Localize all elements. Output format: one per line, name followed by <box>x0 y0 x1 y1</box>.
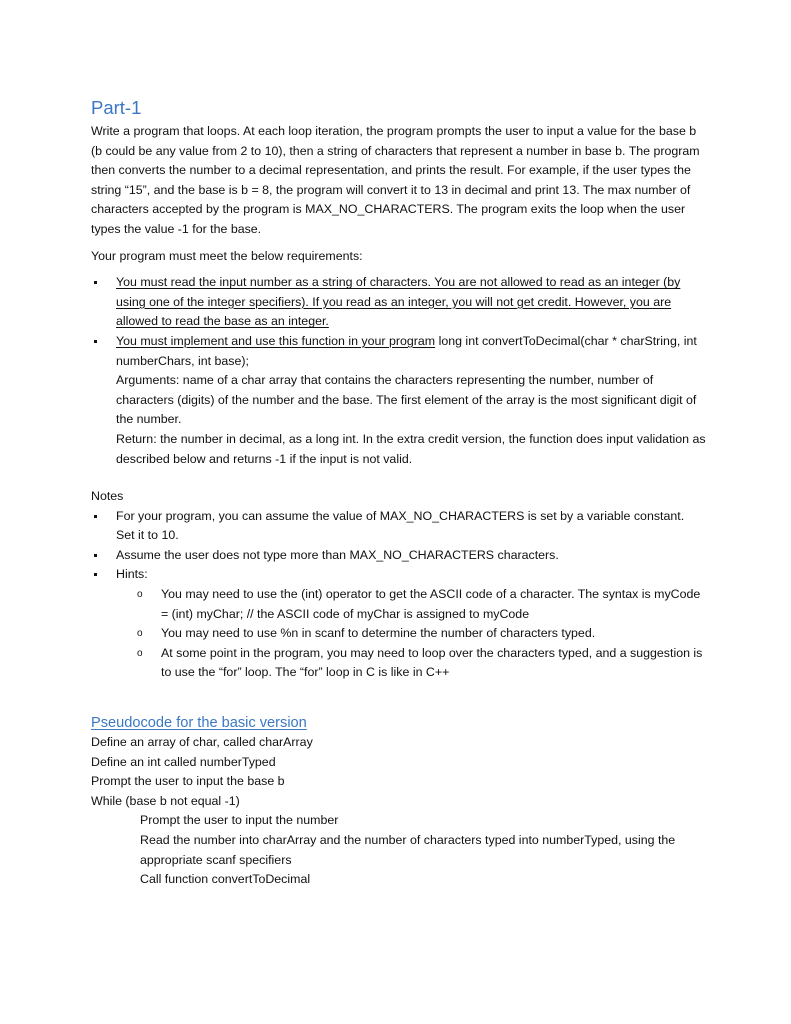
hint-text: You may need to use the (int) operator to get the ASCII code of a character. The syntax is myCode = (int) myChar; // the ASCII code of myChar is assigned to myCode <box>161 587 701 621</box>
hints-list <box>137 585 706 683</box>
square-bullet-icon <box>94 515 97 518</box>
pseudocode-line: Define an int called numberTyped <box>91 754 276 769</box>
pseudocode-line: While (base b not equal -1) <box>91 793 240 808</box>
function-return: Return: the number in decimal, as a long int. In the extra credit version, the function does input validation as described below and returns -1 if the input is not valid. <box>116 431 706 466</box>
part-title: Part-1 <box>91 97 142 118</box>
pseudocode-line: Define an array of char, called charArray <box>91 735 313 750</box>
square-bullet-icon <box>94 340 97 343</box>
hint-item <box>137 585 706 624</box>
note-text: For your program, you can assume the value of MAX_NO_CHARACTERS is set by a variable constant. Set it to 10. <box>116 508 685 543</box>
circle-bullet-icon: o <box>137 647 143 659</box>
pseudocode-title: Pseudocode for the basic version <box>91 715 307 732</box>
circle-bullet-icon: o <box>137 628 143 640</box>
note-text: Hints: <box>116 567 148 582</box>
note-item <box>91 507 706 546</box>
requirement-item <box>91 273 706 332</box>
hint-text: You may need to use %n in scanf to determine the number of characters typed. <box>161 626 596 641</box>
hint-item <box>137 644 706 683</box>
pseudocode-indented-line: Read the number into charArray and the number of characters typed into numberTyped, using the appropriate scanf specifiers <box>140 833 676 867</box>
document-page <box>91 96 706 890</box>
function-signature: long int convertToDecimal(char * charString, int numberChars, int base); <box>116 333 697 368</box>
requirements-intro: Your program must meet the below requirements: <box>91 248 363 263</box>
note-text: Assume the user does not type more than MAX_NO_CHARACTERS characters. <box>116 547 559 562</box>
square-bullet-icon <box>94 554 97 557</box>
requirement-underlined-text: You must implement and use this function in your program <box>116 333 436 348</box>
square-bullet-icon <box>94 573 97 576</box>
square-bullet-icon <box>94 281 97 284</box>
requirement-item <box>91 332 706 469</box>
intro-paragraph: Write a program that loops. At each loop iteration, the program prompts the user to input a value for the base b (b could be any value from 2 to 10), then a string of characters that represent a number in base b. The program then converts the number to a decimal representation, and prints the result. For example, if the user types the string “15”, and the base is b = 8, the program will convert it to 13 in decimal and print 13. The max number of characters accepted by the program is MAX_NO_CHARACTERS. The program exits the loop when the user types the value -1 for the base. <box>91 124 700 236</box>
notes-list <box>91 507 706 683</box>
function-arguments: Arguments: name of a char array that contains the characters representing the number, number of characters (digits) of the number and the base. The first element of the array is the most significant digit of the number. <box>116 373 697 427</box>
pseudocode-indented-line: Prompt the user to input the number <box>140 813 339 828</box>
pseudocode-indented-line: Call function convertToDecimal <box>140 872 311 887</box>
pseudocode-line: Prompt the user to input the base b <box>91 774 285 789</box>
requirements-list <box>91 273 706 469</box>
hint-item <box>137 624 706 644</box>
circle-bullet-icon: o <box>137 589 143 601</box>
note-item <box>91 546 706 566</box>
notes-heading: Notes <box>91 489 124 504</box>
note-item <box>91 565 706 683</box>
requirement-underlined-text: You must read the input number as a string of characters. You are not allowed to read as an integer (by using one of the integer specifiers). If you read as an integer, you will not get credit. However, you are allowed to read the base as an integer. <box>116 275 681 329</box>
hint-text: At some point in the program, you may need to loop over the characters typed, and a suggestion is to use the “for” loop. The “for” loop in C is like in C++ <box>161 645 703 680</box>
